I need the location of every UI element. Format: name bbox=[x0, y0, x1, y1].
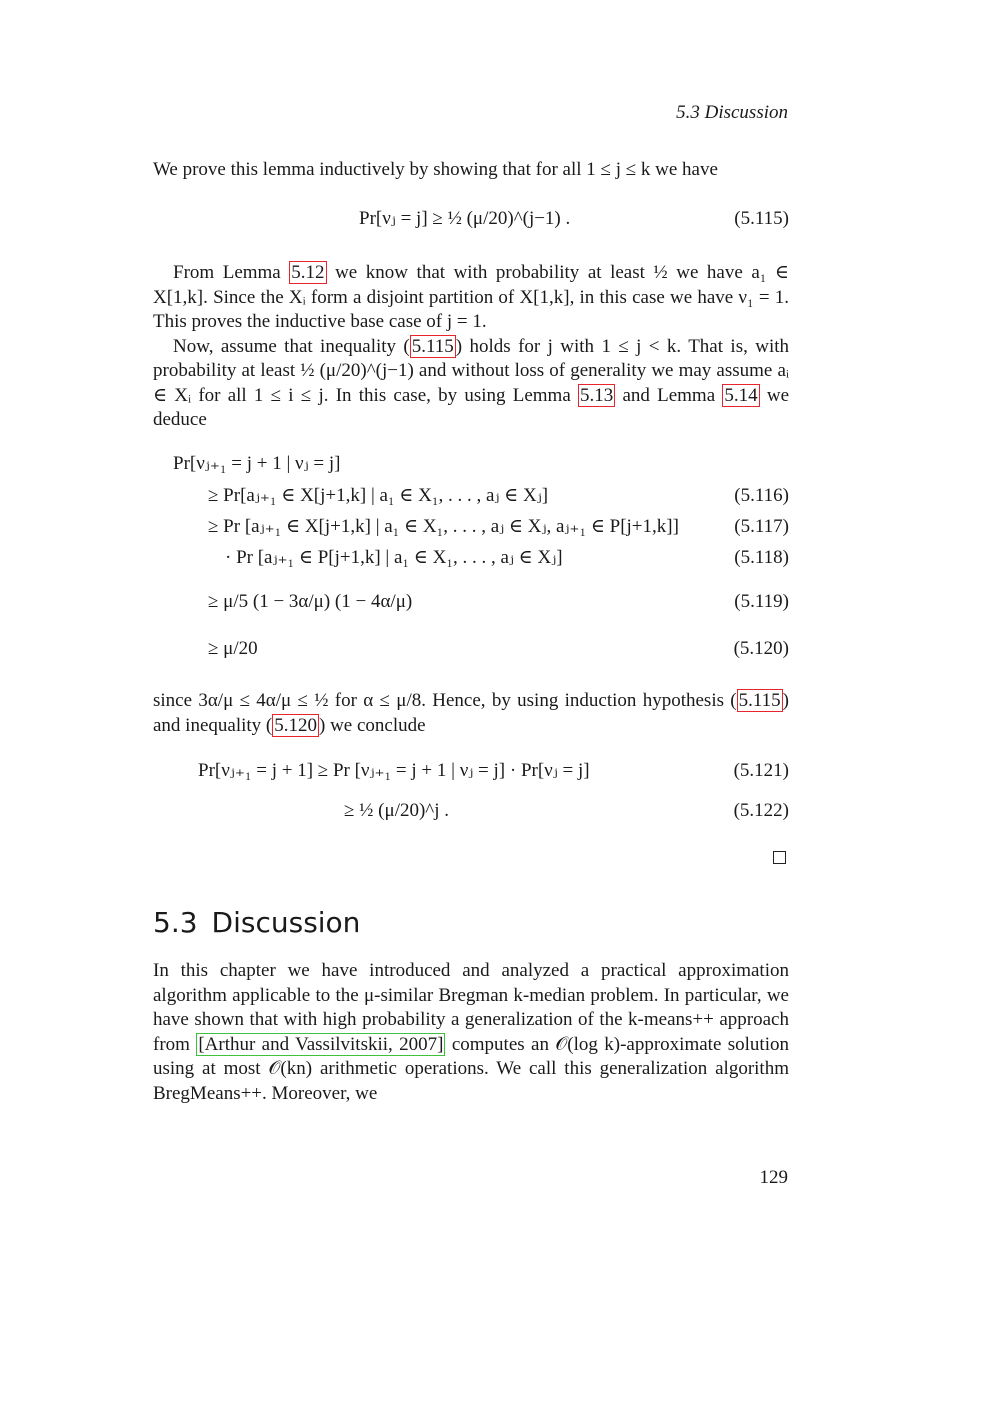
equation-5-121 bbox=[153, 759, 789, 789]
equation-5-117 bbox=[153, 515, 789, 545]
equation-number: (5.122) bbox=[733, 800, 789, 821]
equation-body: ≥ μ/5 (1 − 3α/μ) (1 − 4α/μ) bbox=[208, 591, 413, 612]
equation-lhs bbox=[153, 452, 789, 482]
page-number: 129 bbox=[759, 1167, 788, 1188]
equation-number: (5.116) bbox=[734, 485, 789, 506]
equation-number: (5.117) bbox=[734, 516, 789, 537]
paragraph-since: since 3α/μ ≤ 4α/μ ≤ ½ for α ≤ μ/8. Hence, by using induction hypothesis ( 5.115 ) and inequality ( 5.120 ) we conclude bbox=[153, 690, 789, 736]
equation-number: (5.120) bbox=[733, 638, 789, 659]
ref-lemma-5-14[interactable]: 5.14 bbox=[724, 384, 758, 406]
equation-body: ≥ μ/20 bbox=[208, 638, 258, 659]
equation-5-122 bbox=[153, 799, 789, 829]
equation-number: (5.115) bbox=[734, 208, 789, 229]
equation-5-115 bbox=[153, 207, 789, 237]
section-number: 5.3 bbox=[153, 906, 198, 939]
ref-equation-5-115[interactable]: 5.115 bbox=[411, 335, 454, 357]
running-head: 5.3 Discussion bbox=[676, 102, 788, 123]
equation-5-119 bbox=[153, 590, 789, 620]
ref-equation-5-120[interactable]: 5.120 bbox=[274, 714, 317, 736]
paragraph-inductive-step: Now, assume that inequality ( 5.115 ) holds for j with 1 ≤ j < k. That is, with probability at least ½ (μ/20)^(j−1) and without loss of generality we may assume aᵢ ∈ Xᵢ for all 1 ≤ i ≤ j. In this case, by using Lemma 5.13 and Lemma 5.14 we deduce bbox=[153, 335, 790, 430]
equation-5-116 bbox=[153, 484, 789, 514]
equation-body: Pr[νⱼ₊₁ = j + 1] ≥ Pr [νⱼ₊₁ = j + 1 | νⱼ = j] · Pr[νⱼ = j] bbox=[198, 760, 590, 781]
citation-arthur-vassilvitskii[interactable]: [Arthur and Vassilvitskii, 2007] bbox=[198, 1033, 444, 1055]
equation-number: (5.119) bbox=[734, 591, 789, 612]
ref-lemma-5-13[interactable]: 5.13 bbox=[579, 384, 614, 406]
ref-lemma-5-12[interactable]: 5.12 bbox=[291, 262, 325, 283]
equation-body: ≥ ½ (μ/20)^j . bbox=[344, 800, 449, 821]
equation-5-120 bbox=[153, 637, 789, 667]
paragraph-discussion: In this chapter we have introduced and analyzed a practical approximation algorithm applicable to the μ-similar Bregman k-median problem. In particular, we have shown that with high probability a generalization of the k-means++ approach from [Arthur and Vassilvitskii, 2007] computes an 𝒪(log k)-approximate solution using at most 𝒪(kn) arithmetic operations. We call this generalization algorithm BregMeans++. Moreover, we bbox=[153, 960, 789, 1104]
equation-number: (5.121) bbox=[733, 760, 789, 781]
qed-square-icon bbox=[773, 851, 786, 864]
intro-text: We prove this lemma inductively by showing that for all 1 ≤ j ≤ k we have bbox=[153, 159, 718, 180]
equation-body: Pr[νⱼ = j] ≥ ½ (μ/20)^(j−1) . bbox=[359, 208, 571, 229]
equation-number: (5.118) bbox=[734, 547, 789, 568]
paragraph-base-case: From Lemma 5.12 we know that with probability at least ½ we have a₁ ∈ X[1,k]. Since the Xᵢ form a disjoint partition of X[1,k], in this case we have ν₁ = 1. This proves the inductive base case of j = 1. Now, assume that inequality ( 5.115 ) holds for j with 1 ≤ j < k. That is, with probability at least ½ (μ/20)^(j−1) and without loss of generality we may assume aᵢ ∈ Xᵢ for all 1 ≤ i ≤ j. In this case, by using Lemma 5.13 and Lemma 5.14 we deduce bbox=[153, 261, 789, 433]
equation-5-118 bbox=[153, 546, 789, 576]
section-heading bbox=[153, 905, 360, 941]
equation-body: Pr[νⱼ₊₁ = j + 1 | νⱼ = j] bbox=[173, 453, 341, 474]
ref-equation-5-115[interactable]: 5.115 bbox=[738, 690, 781, 711]
equation-body: ≥ Pr[aⱼ₊₁ ∈ X[j+1,k] | a₁ ∈ X₁, . . . , aⱼ ∈ Xⱼ] bbox=[208, 485, 549, 506]
equation-body: · Pr [aⱼ₊₁ ∈ P[j+1,k] | a₁ ∈ X₁, . . . , aⱼ ∈ Xⱼ] bbox=[225, 547, 563, 568]
equation-body: ≥ Pr [aⱼ₊₁ ∈ X[j+1,k] | a₁ ∈ X₁, . . . , aⱼ ∈ Xⱼ, aⱼ₊₁ ∈ P[j+1,k]] bbox=[208, 516, 679, 537]
section-title: Discussion bbox=[211, 906, 361, 939]
intro-line bbox=[153, 158, 789, 183]
